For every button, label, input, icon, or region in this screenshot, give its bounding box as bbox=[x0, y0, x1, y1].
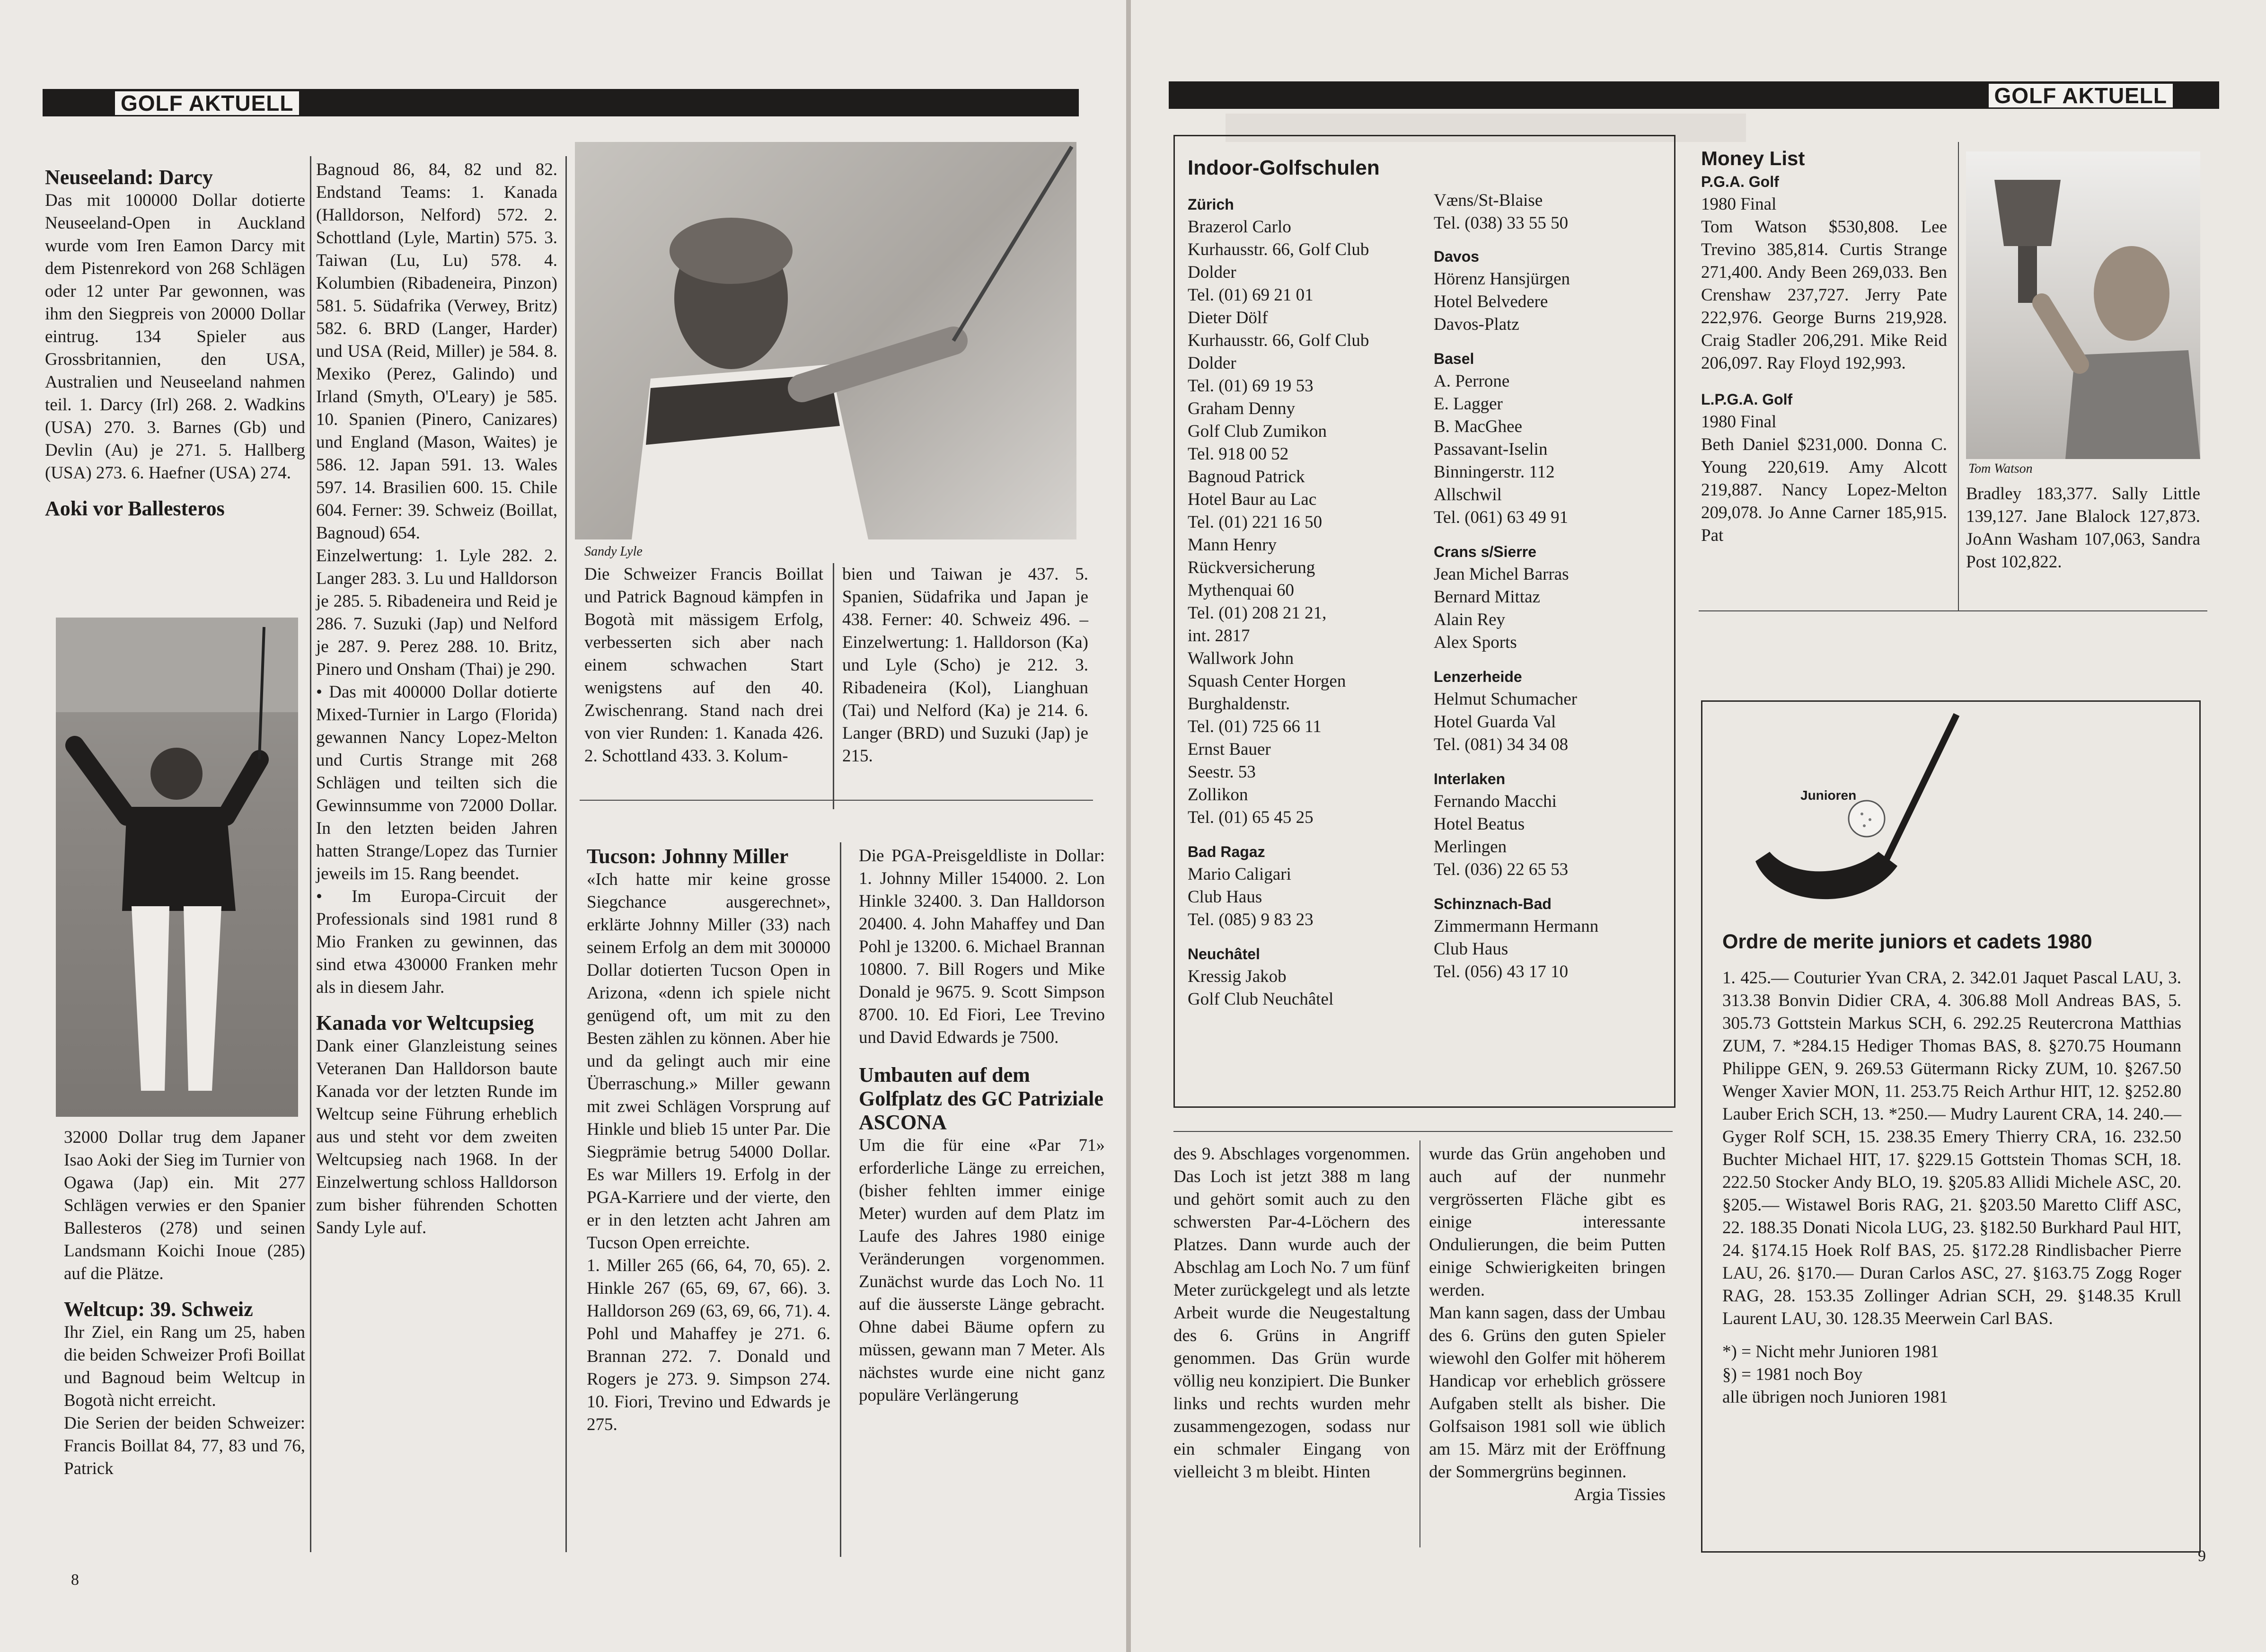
indoor-line: Bernard Mittaz bbox=[1434, 587, 1540, 607]
money-pga-label: P.G.A. Golf bbox=[1701, 173, 1779, 190]
section-label: GOLF AKTUELL bbox=[114, 90, 300, 116]
article-aoki: 32000 Dollar trug dem Japaner Isao Aoki der Sieg im Turnier von Ogawa (Jap) ein. Mit 277 Schlägen verwies er den Spanier Ballesteros (278) und seinen Landsmann Koichi Inoue (285) auf die Plätze. bbox=[64, 1128, 305, 1283]
indoor-column-b bbox=[1434, 189, 1661, 983]
money-title: Money List bbox=[1701, 147, 1805, 169]
article-mixed-turnier: • Das mit 400000 Dollar dotierte Mixed-Turnier in Largo (Florida) gewannen Nancy Lopez-Melton und Curtis Strange mit 268 Schlägen und teilten sich die Gewinnsumme von 72000 Dollar. In den letzten beiden Jahren hatten Strange/Lopez das Turnier jeweils im 15. Rang beendet. bbox=[316, 682, 557, 883]
indoor-line: Squash Center Horgen bbox=[1188, 671, 1346, 691]
indoor-line: Tel. (01) 221 16 50 bbox=[1188, 512, 1323, 532]
caption-sandy-lyle: Sandy Lyle bbox=[584, 544, 643, 559]
indoor-line: Binningerstr. 112 bbox=[1434, 462, 1555, 482]
indoor-line: Golf Club Neuchâtel bbox=[1188, 989, 1334, 1009]
juniors-ranking: 1. 425.— Couturier Yvan CRA, 2. 342.01 Jaquet Pascal LAU, 3. 313.38 Bonvin Didier CRA, 4. 306.88 Moll Andreas BAS, 5. 305.73 Gottstein Markus SCH, 6. 292.25 Reutercrona Matthias ZUM, 7. *284.15 Hediger Thomas BAS, 8. §270.75 Houmann Philippe GEN, 9. 269.53 Gütermann Ricky ZUM, 10. §267.50 Wenger Xavier MON, 11. 253.75 Reich Arthur HIT, 12. §252.80 Lauber Erich SCH, 13. *250.— Mudry Laurent CRA, 14. 240.— Gyger Rolf SCH, 15. 238.35 Emery Thierry CRA, 16. 232.50 Buchter Michael HIT, 17. §229.15 Gottstein Thomas SCH, 18. 222.50 Stocker Andy BLO, 19. §205.83 Allidi Michele ASC, 20. §205.— Wistawel Boris RAG, 21. §203.50 Maretto Cliff ASC, 22. 188.35 Donati Nicola LUG, 23. §182.50 Burkhard Paul HIT, 24. §174.15 Hoek Rolf BAS, 25. §172.28 Rindlisbacher Pierre LAU, 26. §170.— Duran Carlos ASC, 27. §163.75 Zogg Roger RAG, 28. 153.35 Zollinger Adrian SCH, 29. §148.35 Krull Laurent LAU, 30. 128.35 Meerwein Carl BAS. bbox=[1722, 968, 2181, 1328]
indoor-line: Brazerol Carlo bbox=[1188, 217, 1291, 237]
money-list-cont bbox=[1966, 483, 2200, 574]
indoor-line: Jean Michel Barras bbox=[1434, 565, 1569, 584]
juniors-logo-text: Junioren bbox=[1800, 788, 1857, 803]
article-weltcup-results: Bagnoud 86, 84, 82 und 82. Endstand Teams: 1. Kanada (Halldorson, Nelford) 572. 2. Schottland (Lyle, Martin) 575. 3. Taiwan (Lu, Lu) 578. 4. Kolumbien (Ribadeneira, Pinzon) 581. 5. Südafrika (Verwey, Britz) 582. 6. BRD (Langer, Harder) und USA (Reid, Miller) je 584. 8. Mexiko (Perez, Galindo) und Irland (Smyth, O'Leary) je 585. 10. Spanien (Pinero, Canizares) und England (Mason, Waites) je 586. 12. Japan 591. 13. Wales 597. 14. Brasilien 600. 15. Chile 604. Ferner: 39. Schweiz (Boillat, Bagnoud) 654. bbox=[316, 160, 557, 543]
headline-umbauten: Umbauten auf dem Golfplatz des GC Patriziale ASCONA bbox=[859, 1063, 1103, 1134]
indoor-line: Seestr. 53 bbox=[1188, 762, 1256, 782]
money-pga-text: Tom Watson $530,808. Lee Trevino 385,814. Curtis Strange 271,400. Andy Been 269,033. Ben Crenshaw 237,727. Jerry Pate 222,976. George Burns 219,928. Craig Stadler 206,291. Mike Reid 206,097. Ray Floyd 192,993. bbox=[1701, 217, 1947, 373]
money-lpga-text: Beth Daniel $231,000. Donna C. Young 220,619. Amy Alcott 219,887. Nancy Lopez-Melton 209,078. Jo Anne Carner 185,915. Pat bbox=[1701, 435, 1947, 545]
indoor-line: B. MacGhee bbox=[1434, 417, 1522, 436]
indoor-line: A. Perrone bbox=[1434, 371, 1510, 391]
author: Argia Tissies bbox=[1574, 1485, 1666, 1504]
indoor-line: Club Haus bbox=[1434, 939, 1508, 959]
indoor-city: Crans s/Sierre bbox=[1434, 543, 1537, 560]
article-tucson-results: 1. Miller 265 (66, 64, 70, 65). 2. Hinkle 267 (65, 69, 67, 66). 3. Halldorson 269 (63, 69, 66, 71). 4. Pohl und Mahaffey je 271. 6. Brannan 272. 7. Donald und Rogers je 273. 9. Simpson 274. 10. Fiori, Trevino und Edwards je 275. bbox=[587, 1256, 830, 1434]
indoor-line: Ernst Bauer bbox=[1188, 740, 1271, 759]
photo-tom-watson bbox=[1966, 151, 2200, 459]
indoor-line: Tel. (056) 43 17 10 bbox=[1434, 962, 1569, 981]
indoor-list-b bbox=[1434, 245, 1661, 983]
article-kanada: Dank einer Glanzleistung seines Veteranen Dan Halldorson baute Kanada vor der letzten Runde im Weltcup seine Führung erheblich aus und steht vor dem zweiten Weltcupsieg nach 1968. In der Einzelwertung schloss Halldorson zum bisher führenden Schotten Sandy Lyle auf. bbox=[316, 1036, 557, 1237]
indoor-line: Helmut Schumacher bbox=[1434, 689, 1578, 709]
umbauten-cont-2 bbox=[1429, 1143, 1666, 1506]
indoor-line: Fernando Macchi bbox=[1434, 792, 1557, 811]
indoor-line: Passavant-Iselin bbox=[1434, 440, 1548, 459]
indoor-line: Burghaldenstr. bbox=[1188, 694, 1290, 714]
umbauten-text-3: Man kann sagen, dass der Umbau des 6. Grüns den guten Spieler wiewohl den Golfer mit höherem Handicap vor erheblich grössere Aufgaben stellt als bisher. Die Golfsaison 1981 soll wie üblich am 15. März mit der Eröffnung der Sommergrüns beginnen. bbox=[1429, 1303, 1666, 1482]
page-gutter bbox=[1126, 0, 1131, 1652]
money-lpga-label: L.P.G.A. Golf bbox=[1701, 391, 1793, 408]
column-1-lower bbox=[64, 1126, 305, 1480]
indoor-line: Mario Caligari bbox=[1188, 865, 1291, 884]
indoor-line: Tel. (01) 65 45 25 bbox=[1188, 808, 1314, 827]
indoor-city: Lenzerheide bbox=[1434, 668, 1522, 685]
indoor-line: Zimmermann Hermann bbox=[1434, 917, 1599, 936]
trophy-icon bbox=[1966, 151, 2200, 459]
indoor-line: Hotel Belvedere bbox=[1434, 292, 1548, 311]
indoor-line: Dolder bbox=[1188, 353, 1236, 373]
headline-tucson: Tucson: Johnny Miller bbox=[587, 845, 789, 868]
section-bar bbox=[43, 89, 1079, 116]
juniors-note-3: alle übrigen noch Junioren 1981 bbox=[1722, 1387, 1948, 1407]
page-number-left: 8 bbox=[71, 1571, 79, 1589]
juniors-column bbox=[1722, 930, 2181, 1409]
article-einzelwertung: Einzelwertung: 1. Lyle 282. 2. Langer 283. 3. Lu und Halldorson je 285. 5. Ribadeneira und Reid je 286. 7. Suzuki (Jap) und Nelford je 287. 9. Perez 288. 10. Britz, Pinero und Onsham (Thai) je 290. bbox=[316, 546, 557, 679]
column-4-bottom bbox=[859, 845, 1105, 1407]
column-rule bbox=[833, 563, 834, 809]
indoor-line: Bagnoud Patrick bbox=[1188, 467, 1305, 486]
indoor-line: Tel. (036) 22 65 53 bbox=[1434, 860, 1569, 879]
indoor-line: Alex Sports bbox=[1434, 633, 1517, 652]
column-4-top bbox=[842, 563, 1088, 768]
left-page bbox=[0, 0, 1126, 1652]
indoor-city: Basel bbox=[1434, 350, 1474, 367]
indoor-line: Kressig Jakob bbox=[1188, 967, 1287, 986]
section-label: GOLF AKTUELL bbox=[1987, 82, 2174, 109]
money-list bbox=[1701, 147, 1947, 547]
indoor-column-a bbox=[1188, 156, 1434, 1011]
indoor-line: Hotel Guarda Val bbox=[1434, 712, 1556, 732]
umbauten-text-1: des 9. Abschlages vorgenommen. Das Loch ist jetzt 388 m lang und gehört somit auch zu den schwersten Par-4-Löchern des Platzes. Dann wurde auch der Abschlag am Loch No. 7 um fünf Meter zurückgelegt und als letzte Arbeit wurde die Neugestaltung des 6. Grüns in Angriff genommen. Das Grün wurde völlig neu konzipiert. Die Bunker links und rechts wurden mehr zusammengezogen, sodass nur ein schmaler Eingang von vielleicht 3 m bleibt. Hinten bbox=[1173, 1144, 1410, 1482]
indoor-line: int. 2817 bbox=[1188, 626, 1250, 645]
headline-aoki: Aoki vor Ballesteros bbox=[45, 497, 225, 520]
section-divider bbox=[1173, 1131, 1673, 1132]
indoor-city: Zürich bbox=[1188, 196, 1234, 213]
article-weltcup-2: Die Serien der beiden Schweizer: Francis Boillat 84, 77, 83 und 76, Patrick bbox=[64, 1413, 305, 1478]
indoor-line: Tel. (01) 208 21 21, bbox=[1188, 603, 1327, 623]
juniors-note-2: §) = 1981 noch Boy bbox=[1722, 1365, 1863, 1384]
section-bar bbox=[1169, 81, 2219, 109]
indoor-line: Davos-Platz bbox=[1434, 315, 1519, 334]
indoor-line: Hotel Beatus bbox=[1434, 814, 1525, 834]
golf-club-ball-icon bbox=[1746, 710, 1992, 918]
column-1 bbox=[45, 166, 305, 521]
indoor-line: Mann Henry bbox=[1188, 535, 1277, 555]
indoor-line: Rückversicherung bbox=[1188, 558, 1315, 577]
indoor-line: Merlingen bbox=[1434, 837, 1507, 857]
column-rule bbox=[310, 156, 311, 1552]
section-divider bbox=[580, 800, 1093, 801]
indoor-line: Mythenquai 60 bbox=[1188, 581, 1295, 600]
column-rule bbox=[840, 842, 841, 1557]
photo-aoki bbox=[56, 618, 298, 1117]
headline-weltcup: Weltcup: 39. Schweiz bbox=[64, 1298, 253, 1321]
indoor-line: Wallwork John bbox=[1188, 649, 1294, 668]
photo-sandy-lyle bbox=[575, 142, 1076, 539]
indoor-city: Schinznach-Bad bbox=[1434, 895, 1552, 912]
headline-kanada: Kanada vor Weltcupsieg bbox=[316, 1011, 534, 1034]
indoor-line: Hörenz Hansjürgen bbox=[1434, 269, 1570, 289]
indoor-line: Tel. (038) 33 55 50 bbox=[1434, 213, 1569, 233]
column-rule bbox=[1958, 142, 1959, 610]
page-number-right: 9 bbox=[2198, 1547, 2206, 1565]
money-lpga-year: 1980 Final bbox=[1701, 412, 1777, 432]
column-2 bbox=[316, 159, 557, 1239]
article-bogota: Die Schweizer Francis Boillat und Patrick Bagnoud kämpfen in Bogotà mit mässigem Erfolg, verbesserten sich aber nach einem schwachen Start wenigstens auf den 40. Zwischenrang. Stand nach drei von vier Runden: 1. Kanada 426. 2. Schottland 433. 3. Kolum- bbox=[584, 565, 823, 766]
indoor-title: Indoor-Golfschulen bbox=[1188, 156, 1380, 179]
indoor-line: Tel. 918 00 52 bbox=[1188, 444, 1289, 464]
article-tucson: «Ich hatte mir keine grosse Siegchance ausgerechnet», erklärte Johnny Miller (33) nach seinem Erfolg an dem mit 300000 Dollar dotierten Tucson Open in Arizona, «denn ich spiele nicht genügend oft, um mit zu den Besten zählen zu können. Aber hie und da gelingt auch mir eine Überraschung.» Miller gewann mit zwei Schlägen Vorsprung auf Hinkle und blieb 15 unter Par. Die Siegprämie betrug 54000 Dollar. Es war Millers 19. Erfolg in der PGA-Karriere und der vierte, den er in den letzten acht Jahren am Tucson Open erreichte. bbox=[587, 870, 830, 1253]
indoor-line: Tel. (01) 69 21 01 bbox=[1188, 285, 1314, 305]
indoor-line: Tel. (061) 63 49 91 bbox=[1434, 508, 1569, 527]
indoor-line: Tel. (01) 725 66 11 bbox=[1188, 717, 1322, 736]
section-divider bbox=[1699, 610, 2207, 611]
indoor-line: Kurhausstr. 66, Golf Club bbox=[1188, 240, 1369, 259]
money-lpga-cont: Bradley 183,377. Sally Little 139,127. Jane Blalock 127,873. JoAnn Washam 107,063, Sandra Post 102,822. bbox=[1966, 484, 2200, 572]
indoor-city: Bad Ragaz bbox=[1188, 843, 1265, 860]
indoor-line: Allschwil bbox=[1434, 485, 1502, 504]
indoor-city: Davos bbox=[1434, 248, 1480, 265]
indoor-line: Zollikon bbox=[1188, 785, 1248, 804]
umbauten-text-2: wurde das Grün angehoben und auch auf der nunmehr vergrösserten Fläche gibt es einige interessante Ondulierungen, die beim Putten einige Schwierigkeiten bringen werden. bbox=[1429, 1144, 1666, 1300]
indoor-line: Club Haus bbox=[1188, 887, 1262, 907]
indoor-line: Tel. (085) 9 83 23 bbox=[1188, 910, 1314, 929]
indoor-city: Interlaken bbox=[1434, 770, 1506, 787]
juniors-note-1: *) = Nicht mehr Junioren 1981 bbox=[1722, 1342, 1939, 1361]
umbauten-cont-1 bbox=[1173, 1143, 1410, 1484]
money-pga-year: 1980 Final bbox=[1701, 194, 1777, 214]
indoor-line: Dieter Dölf bbox=[1188, 308, 1268, 327]
indoor-line: Kurhausstr. 66, Golf Club bbox=[1188, 331, 1369, 350]
indoor-line: Alain Rey bbox=[1434, 610, 1506, 629]
article-pga-list: Die PGA-Preisgeldliste in Dollar: 1. Johnny Miller 154000. 2. Lon Hinkle 32400. 3. Dan Halldorson 20400. 4. John Mahaffey und Dan Pohl je 13200. 6. Michael Brannan 10800. 7. Bill Rogers und Mike Donald je 9675. 9. Scott Simpson 8700. 10. Ed Fiori, Lee Trevino und David Edwards je 7500. bbox=[859, 846, 1105, 1047]
indoor-city: Neuchâtel bbox=[1188, 945, 1260, 963]
golfer-figure-icon bbox=[56, 618, 298, 1117]
article-weltcup: Ihr Ziel, ein Rang um 25, haben die beiden Schweizer Profi Boillat und Bagnoud beim Weltcup in Bogotà nicht erreicht. bbox=[64, 1323, 305, 1410]
column-rule bbox=[565, 156, 567, 1552]
indoor-line: Hotel Baur au Lac bbox=[1188, 490, 1317, 509]
indoor-line: Golf Club Zumikon bbox=[1188, 422, 1327, 441]
indoor-line: E. Lagger bbox=[1434, 394, 1503, 414]
right-page bbox=[1131, 0, 2266, 1652]
column-3-bottom bbox=[587, 845, 830, 1436]
caption-tom-watson: Tom Watson bbox=[1968, 461, 2033, 476]
indoor-list-a bbox=[1188, 193, 1434, 1011]
indoor-line: Graham Denny bbox=[1188, 399, 1296, 418]
article-europa-circuit: • Im Europa-Circuit der Professionals sind 1981 rund 8 Mio Franken zu gewinnen, das sind etwa 430000 Franken mehr als in diesem Jahr. bbox=[316, 887, 557, 997]
indoor-line: Dolder bbox=[1188, 263, 1236, 282]
golfer-swing-icon bbox=[575, 142, 1076, 539]
indoor-line: Tel. (01) 69 19 53 bbox=[1188, 376, 1314, 396]
indoor-line: Tel. (081) 34 34 08 bbox=[1434, 735, 1569, 754]
article-umbauten: Um die für eine «Par 71» erforderliche Länge zu erreichen, (bisher fehlten immer einige Meter) wurden auf dem Platz im Laufe des Jahres 1980 einige Veränderungen vorgenommen. Zunächst wurde das Loch No. 11 auf die äusserste Länge gebracht. Ohne dabei Bäume opfern zu müssen, gewann man 7 Meter. Als nächstes wurde eine nicht ganz populäre Verlängerung bbox=[859, 1136, 1105, 1405]
article-neuseeland: Das mit 100000 Dollar dotierte Neuseeland-Open in Auckland wurde vom Iren Eamon Darcy mit dem Pistenrekord von 268 Schlägen oder 12 unter Par gewonnen, was ihm den Siegpreis von 20000 Dollar eintrug. 134 Spieler aus Grossbritannien, den USA, Australien und Neuseeland nahmen teil. 1. Darcy (Irl) 268. 2. Wadkins (USA) 270. 3. Barnes (Gb) und Devlin (Au) je 271. 5. Hallberg (USA) 273. 6. Haefner (USA) 274. bbox=[45, 191, 305, 483]
column-3-top bbox=[584, 563, 823, 768]
indoor-line: Væns/St-Blaise bbox=[1434, 191, 1543, 210]
article-bogota-cont: bien und Taiwan je 437. 5. Spanien, Südafrika und Japan je 438. Ferner: 40. Schweiz 496. – Einzelwertung: 1. Halldorson (Ka) und Lyle (Scho) je 212. 3. Ribadeneira (Kol), Lianghuan (Tai) und Nelford (Ka) je 214. 6. Langer (BRD) und Suzuki (Jap) je 215. bbox=[842, 565, 1088, 766]
juniors-title: Ordre de merite juniors et cadets 1980 bbox=[1722, 930, 2092, 953]
headline-neuseeland: Neuseeland: Darcy bbox=[45, 166, 213, 189]
